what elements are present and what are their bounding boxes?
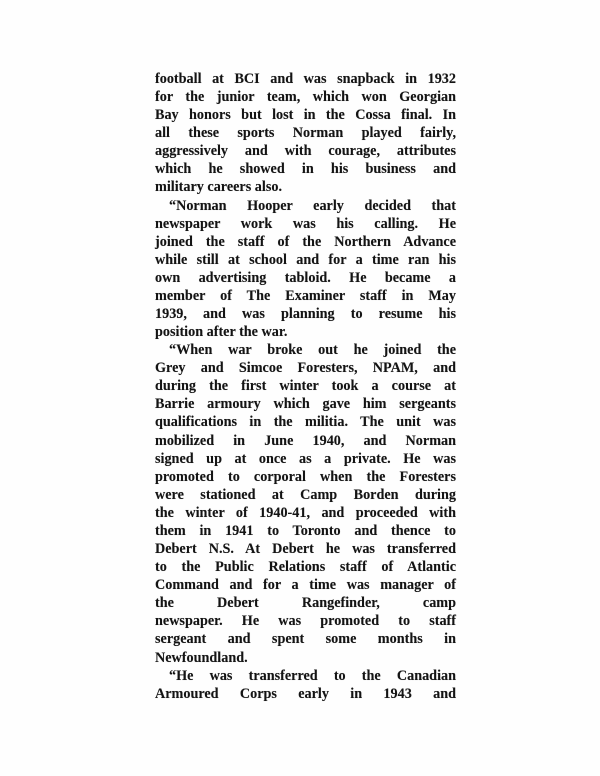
- text-line: “He was transferred to the Canadian: [169, 667, 456, 684]
- text-line: position after the war.: [155, 324, 288, 341]
- text-line: military careers also.: [155, 179, 282, 196]
- paragraph-2: [155, 197, 456, 342]
- text-line: mobilized in June 1940, and Norman: [155, 432, 456, 449]
- text-line: qualifications in the militia. The unit was: [155, 414, 456, 431]
- text-line: “Norman Hooper early decided that: [169, 197, 456, 214]
- text-line: Command and for a time was manager of: [155, 577, 456, 594]
- text-line: the Debert Rangefinder, camp: [155, 595, 456, 612]
- text-line: sergeant and spent some months in: [155, 631, 456, 648]
- text-line: were stationed at Camp Borden during: [155, 486, 456, 503]
- text-line: football at BCI and was snapback in 1932: [155, 71, 456, 87]
- text-line: 1939, and was planning to resume his: [155, 306, 456, 323]
- text-line: them in 1941 to Toronto and thence to: [155, 522, 456, 539]
- text-line: promoted to corporal when the Foresters: [155, 468, 456, 485]
- text-line: for the junior team, which won Georgian: [155, 89, 456, 106]
- text-line: signed up at once as a private. He was: [155, 450, 456, 467]
- text-line: Grey and Simcoe Foresters, NPAM, and: [155, 360, 456, 377]
- text-line: during the first winter took a course at: [155, 378, 456, 395]
- text-line: which he showed in his business and: [155, 161, 456, 178]
- text-line: Newfoundland.: [155, 649, 248, 666]
- text-line: member of The Examiner staff in May: [155, 287, 456, 304]
- text-line: newspaper work was his calling. He: [155, 215, 456, 232]
- text-line: to the Public Relations staff of Atlantic: [155, 559, 456, 576]
- text-line: Debert N.S. At Debert he was transferred: [155, 541, 456, 558]
- text-line: all these sports Norman played fairly,: [155, 125, 456, 142]
- text-line: “When war broke out he joined the: [169, 342, 456, 359]
- text-line: own advertising tabloid. He became a: [155, 269, 456, 286]
- paragraph-3: [155, 341, 456, 666]
- text-line: Barrie armoury which gave him sergeants: [155, 396, 456, 413]
- paragraph-4: [155, 667, 456, 703]
- text-line: while still at school and for a time ran his: [155, 251, 456, 268]
- text-line: Armoured Corps early in 1943 and: [155, 685, 456, 702]
- text-line: Bay honors but lost in the Cossa final. In: [155, 107, 456, 124]
- paragraph-1: [155, 70, 456, 197]
- text-line: aggressively and with courage, attributes: [155, 143, 456, 160]
- text-line: the winter of 1940-41, and proceeded with: [155, 504, 456, 521]
- text-line: joined the staff of the Northern Advance: [155, 233, 456, 250]
- text-line: newspaper. He was promoted to staff: [155, 613, 456, 630]
- text-column: [155, 70, 456, 703]
